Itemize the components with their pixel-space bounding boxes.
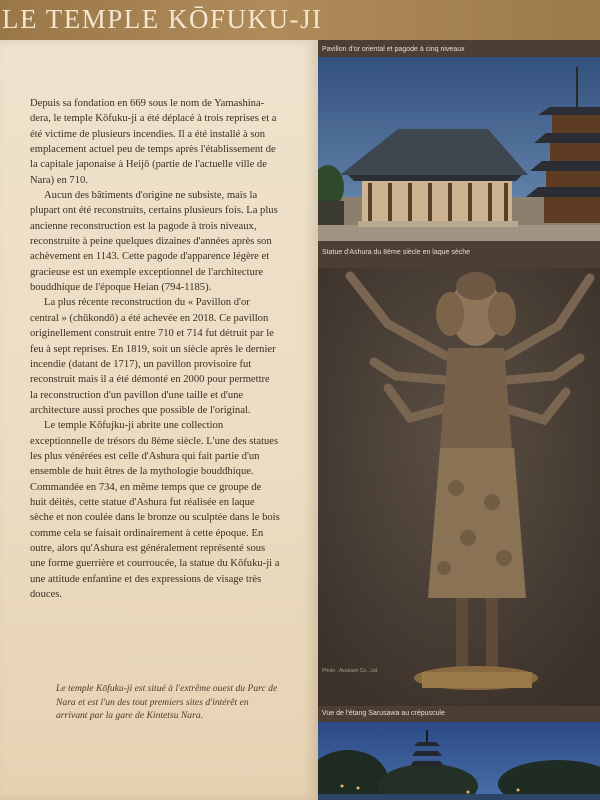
paragraph-4: Le temple Kōfujku-ji abrite une collection exceptionnelle de trésors du 8ème siècle. L'une des statues les plus vénérées est celle d'Ashura qui fait partie d'un ensemble de huit êtres de la mythologie bouddhique. Commandée en 734, en même temps que ce groupe de huit déités, cette statue d'Ashura fut réalisée en laque sèche et non coulée dans le bronze ou sculptée dans le bois comme cela se faisait ordinairement à cette époque. En outre, alors qu'Ashura est généralement représenté sous une forme guerrière et courroucée, la statue du Kōfuku-ji a une attitude enfantine et des expressions de visage très douces. xyxy=(30,420,280,600)
photo-caption-pond: Vue de l'étang Sarusawa au crépuscule xyxy=(322,710,445,717)
article-body xyxy=(30,96,280,602)
page-title: LE TEMPLE KŌFUKU-JI xyxy=(2,4,323,34)
pond-dusk-illustration xyxy=(318,722,600,800)
sarusawa-pond-photo xyxy=(318,722,600,800)
header-banner xyxy=(0,0,600,40)
temple-pagoda-photo xyxy=(318,57,600,241)
ashura-statue-photo xyxy=(318,268,600,706)
photo-credit: Photo : Asukaen Co., Ltd. xyxy=(322,668,379,674)
photo-caption-temple: Pavillon d'or oriental et pagode à cinq niveaux xyxy=(322,46,465,53)
paragraph-1: Depuis sa fondation en 669 sous le nom de Yamashina-dera, le temple Kōfuku-ji a été déplacé à trois reprises et a été victime de plusieurs incendies. Il a été installé à son emplacement actuel peu de temps après l'établissement de la capitale japonaise à Heijō (partie de l'actuelle ville de Nara) en 710. xyxy=(30,98,277,186)
location-caption: Le temple Kōfuku-ji est situé à l'extrême ouest du Parc de Nara et est l'un des tout premiers sites d'intérêt en arrivant par la gare de Kintetsu Nara. xyxy=(56,683,278,722)
photo-column xyxy=(318,40,600,800)
photo-caption-ashura: Statue d'Ashura du 8ème siècle en laque sèche xyxy=(322,249,471,256)
ashura-statue-illustration xyxy=(318,268,600,706)
paragraph-2: Aucun des bâtiments d'origine ne subsiste, mais la plupart ont été reconstruits, certains plusieurs fois. La plus ancienne reconstruction est la pagode à trois niveaux, reconstruite à peine quelques dizaines d'années après son achèvement en 1143. Cette pagode d'apparence légère et gracieuse est un exemple exceptionnel de l'architecture bouddhique de l'époque Heian (794-1185). xyxy=(30,190,278,294)
paragraph-3: La plus récente reconstruction du « Pavillon d'or central » (chūkondō) a été achevée en 2018. Ce pavillon originellement construit entre 710 et 714 fut détruit par le feu à sept reprises. En 1819, soit un siècle après le dernier incendie (datant de 1717), un pavillon provisoire fut reconstruit mais il a été démonté en 2000 pour permettre la reconstruction d'un pavillon d'une taille et d'une architecture aussi proches que possible de l'original. xyxy=(30,297,276,416)
text-column xyxy=(0,40,318,800)
temple-pagoda-illustration xyxy=(318,57,600,241)
